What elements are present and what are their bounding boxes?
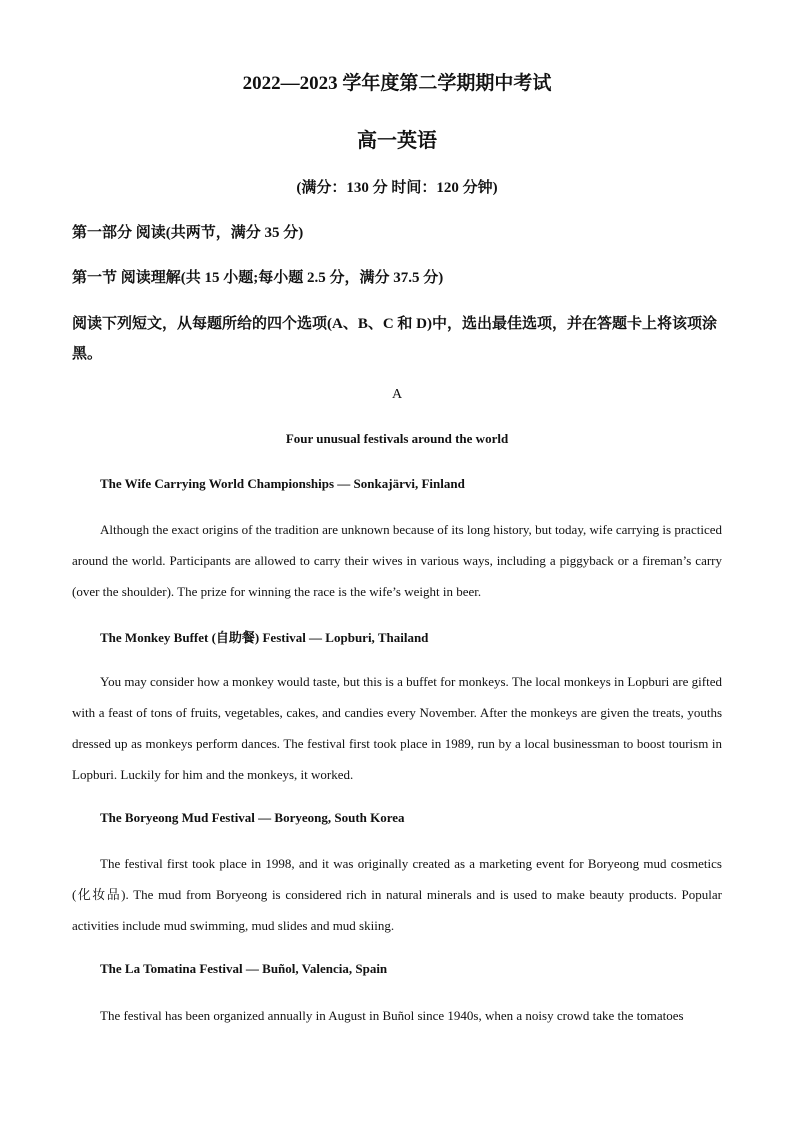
festival-paragraph: Although the exact origins of the tradition are unknown because of its long history, but today, wife carrying is practiced around the world. Participants are allowed to carry their wives in various ways, including a piggyback or a fireman’s carry (over the shoulder). The prize for winning the race is the wife’s weight in beer.	[72, 522, 722, 599]
festival-heading: The Boryeong Mud Festival — Boryeong, South Korea	[100, 810, 405, 825]
subject-title: 高一英语	[357, 130, 437, 152]
festival-paragraph: The festival has been organized annually in August in Buñol since 1940s, when a noisy crowd take the tomatoes	[100, 1008, 684, 1023]
part-one-heading: 第一部分 阅读(共两节，满分 35 分)	[72, 225, 304, 241]
festival-paragraph: You may consider how a monkey would taste, but this is a buffet for monkeys. The local monkeys in Lopburi are gifted with a feast of tons of fruits, vegetables, cakes, and candies every November. After the monkeys are given the treats, youths dressed up as monkeys perform dances. The festival first took place in 1989, run by a local businessman to boost tourism in Lopburi. Luckily for him and the monkeys, it worked.	[72, 674, 722, 782]
passage-title: Four unusual festivals around the world	[285, 431, 509, 446]
festival-paragraph: The festival first took place in 1998, and it was originally created as a marketing event for Boryeong mud cosmetics (化妆品). The mud from Boryeong is considered rich in natural minerals and is used to make beauty products. Popular activities include mud swimming, mud slides and mud skiing.	[72, 856, 722, 933]
passage-label: A	[391, 387, 403, 402]
exam-title: 2022—2023 学年度第二学期期中考试	[242, 73, 552, 94]
instructions: 阅读下列短文，从每题所给的四个选项(A、B、C 和 D)中，选出最佳选项，并在答题卡上将该项涂黑。	[72, 316, 717, 362]
section-one-heading: 第一节 阅读理解(共 15 小题;每小题 2.5 分，满分 37.5 分)	[72, 270, 444, 286]
score-time-info: (满分：130 分 时间：120 分钟)	[296, 180, 498, 196]
festival-heading: The Wife Carrying World Championships — Sonkajärvi, Finland	[100, 476, 465, 491]
festival-heading: The La Tomatina Festival — Buñol, Valencia, Spain	[100, 961, 388, 976]
festival-heading: The Monkey Buffet (自助餐) Festival — Lopburi, Thailand	[100, 630, 429, 645]
